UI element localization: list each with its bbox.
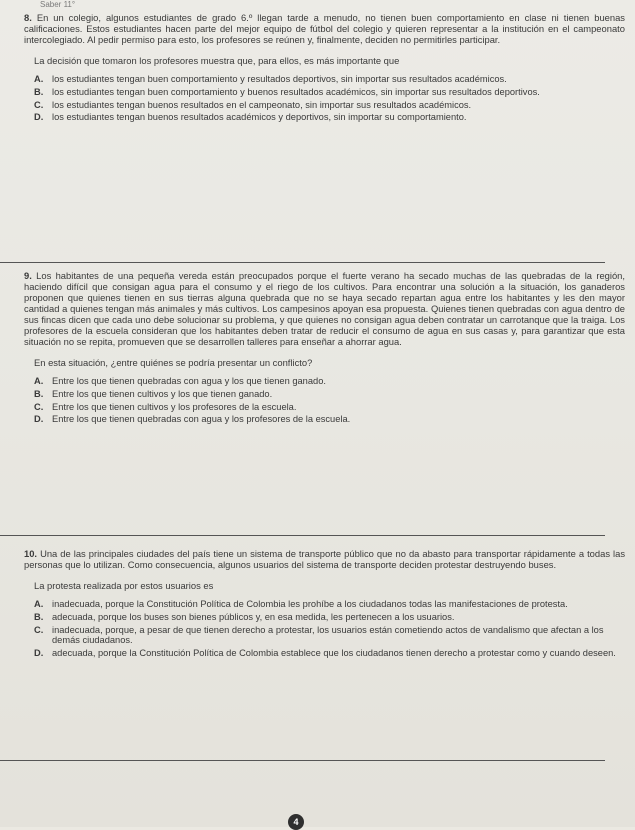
- question-10: [24, 548, 625, 661]
- question-10-option-b[interactable]: B. adecuada, porque los buses son bienes públicos y, en esa medida, les pertenecen a los usuarios.: [34, 611, 455, 622]
- question-10-stem-text: Una de las principales ciudades del país tiene un sistema de transporte público que no da abasto para transportar rápidamente a todas las personas que lo utilizan. Como consecuencia, algunos usuarios del sistema de transporte deciden protestar destruyendo buses.: [24, 548, 626, 570]
- question-9-option-d[interactable]: D. Entre los que tienen quebradas con agua y los profesores de la escuela.: [34, 414, 351, 425]
- page-number-badge: 4: [288, 814, 304, 830]
- question-9: [24, 270, 625, 427]
- page-header: Saber 11°: [40, 0, 76, 9]
- question-8-option-a[interactable]: A. los estudiantes tengan buen comportamiento y resultados deportivos, sin importar sus resultados académicos.: [34, 74, 507, 84]
- question-10-prompt: La protesta realizada por estos usuarios es: [34, 580, 214, 591]
- question-9-stem: [24, 270, 625, 347]
- question-9-prompt: En esta situación, ¿entre quiénes se podría presentar un conflicto?: [34, 357, 313, 368]
- divider: [0, 535, 605, 536]
- question-8-stem: [24, 12, 625, 45]
- question-9-option-c[interactable]: C. Entre los que tienen cultivos y los profesores de la escuela.: [34, 401, 297, 412]
- question-9-option-a[interactable]: A. Entre los que tienen quebradas con agua y los que tienen ganado.: [34, 376, 326, 386]
- question-8-option-d[interactable]: D. los estudiantes tengan buenos resultados académicos y deportivos, sin importar su comportamiento.: [34, 112, 467, 123]
- question-9-option-b[interactable]: B. Entre los que tienen cultivos y los que tienen ganado.: [34, 388, 273, 399]
- question-10-option-c[interactable]: C. inadecuada, porque, a pesar de que tienen derecho a protestar, los usuarios están cometiendo actos de vandalismo que afectan a los demás ciudadanos.: [34, 624, 604, 646]
- question-8-stem-text: En un colegio, algunos estudiantes de grado 6.º llegan tarde a menudo, no tienen buen comportamiento en clase ni tienen buenas calificaciones. Estos estudiantes hacen parte del mejor equipo de fútbol del colegio y quieren representar a la institución en el campeonato intercolegiado. Al pedir permiso para esto, los profesores se reúnen y, finalmente, deciden no permitirles participar.: [24, 12, 625, 45]
- question-9-number: 9.: [24, 270, 32, 281]
- question-8-option-c[interactable]: C. los estudiantes tengan buenos resultados en el campeonato, sin importar sus resultados académicos.: [34, 99, 472, 110]
- question-10-number: 10.: [24, 548, 38, 559]
- divider: [0, 760, 605, 761]
- question-10-stem: [24, 548, 625, 570]
- question-10-option-d[interactable]: D. adecuada, porque la Constitución Política de Colombia establece que los ciudadanos tienen derecho a protestar como y cuando deseen.: [34, 648, 616, 659]
- question-10-option-a[interactable]: A. inadecuada, porque la Constitución Política de Colombia les prohíbe a los ciudadanos todas las manifestaciones de protesta.: [34, 599, 568, 609]
- divider: [0, 262, 605, 263]
- question-9-stem-text: Los habitantes de una pequeña vereda están preocupados porque el fuerte verano ha secado muchas de las quebradas de la región, haciendo difícil que consigan agua para el consumo y el riego de los cultivos. Para encontrar una solución a la situación, los ganaderos proponen que quienes tienen en sus tierras alguna quebrada que no se haya secado repartan agua entre los habitantes y les den mayor cantidad a quienes tengan más animales y más cultivos. Los campesinos apoyan esa propuesta. Quienes tienen quebradas con agua dentro de sus fincas dicen que cada uno debe solucionar su problema, y que quienes no consigan agua deben contratar un carrotanque que la traiga. Los profesores de la escuela consideran que los habitantes deben tratar de reducir el consumo de agua en sus casas y, para garantizar que esta situación no se repita, promueven que se desarrollen talleres para enseñar a ahorrar agua.: [24, 270, 625, 347]
- question-8-option-b[interactable]: B. los estudiantes tengan buen comportamiento y buenos resultados académicos, sin importar sus resultados deportivos.: [34, 86, 540, 97]
- question-8-number: 8.: [24, 12, 32, 23]
- question-8-prompt: La decisión que tomaron los profesores muestra que, para ellos, es más importante que: [34, 55, 400, 66]
- question-8: [24, 12, 625, 125]
